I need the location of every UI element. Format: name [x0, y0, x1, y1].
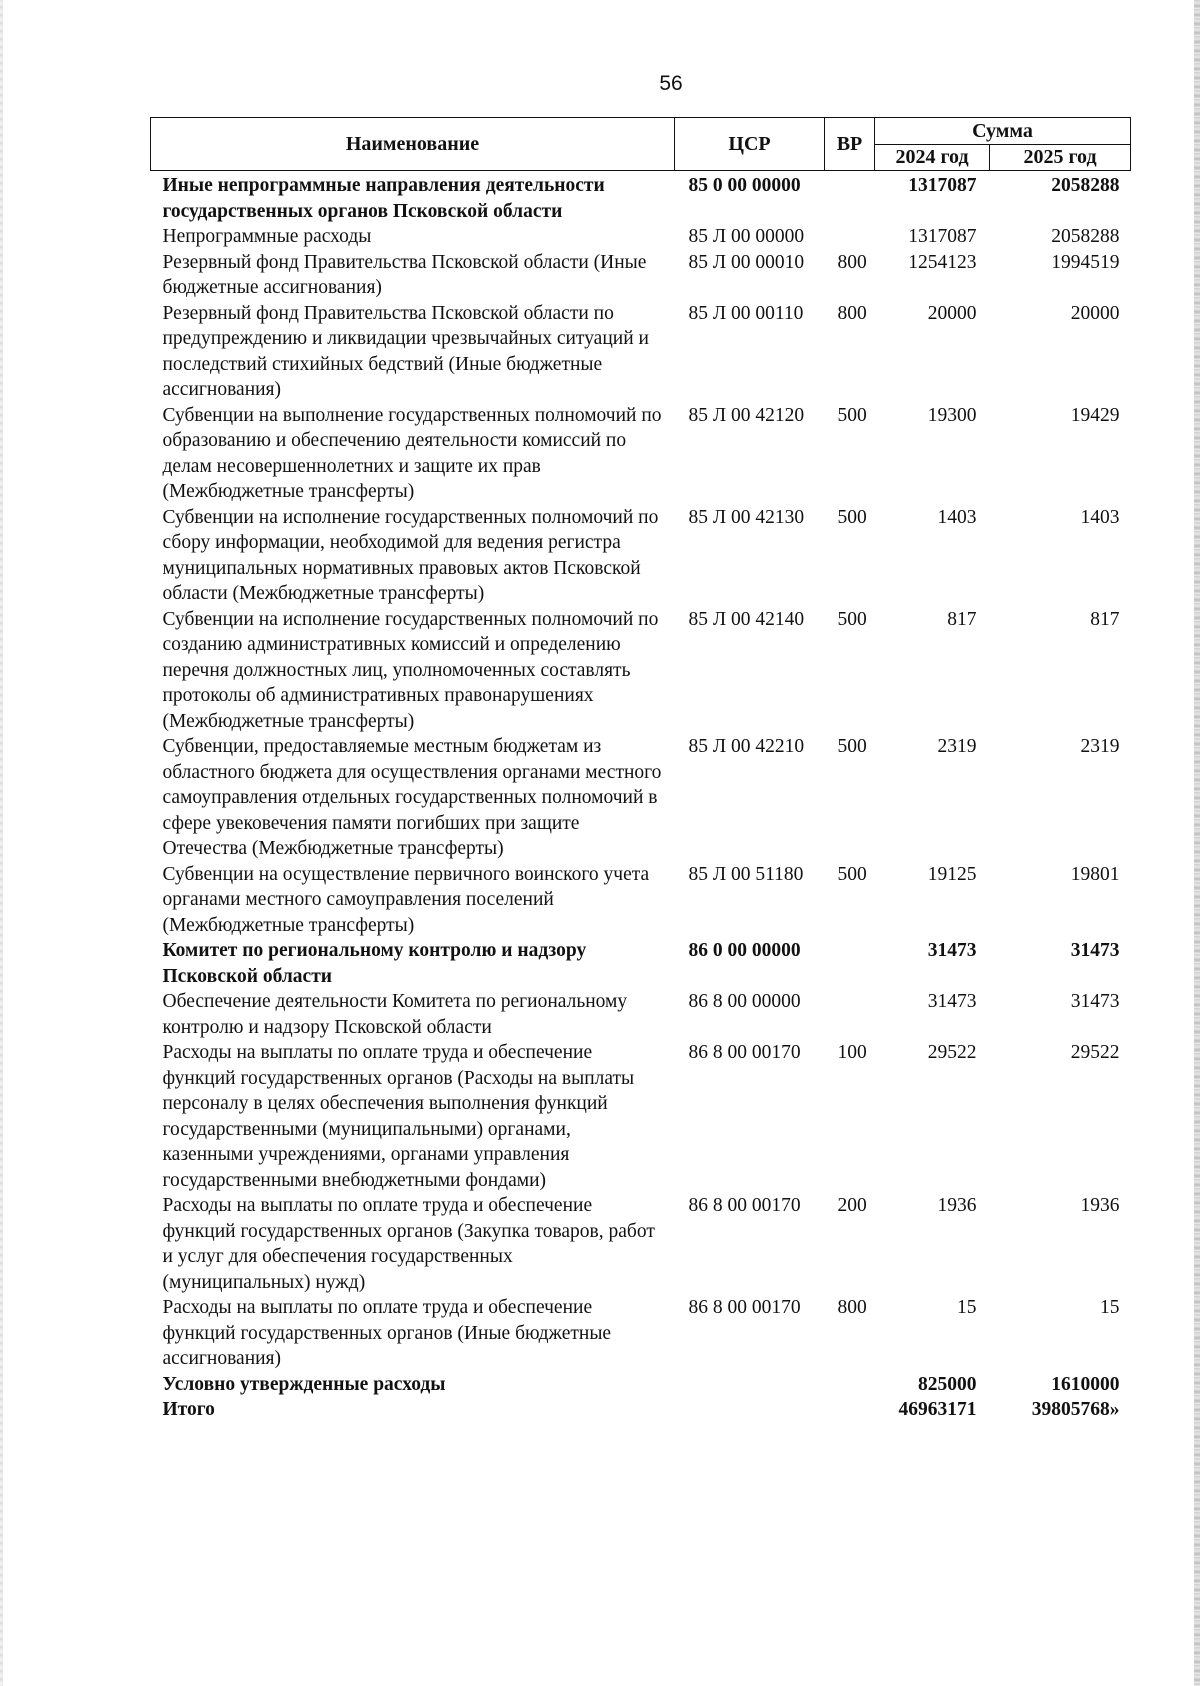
row-sum-2024: 31473	[927, 940, 977, 961]
table-row	[151, 1040, 1131, 1193]
table-row	[151, 403, 1131, 505]
row-sum-2025: 31473	[1070, 991, 1120, 1012]
row-csr: 86 8 00 00170	[688, 1297, 801, 1318]
row-csr: 85 0 00 00000	[688, 175, 801, 196]
table-row	[151, 938, 1131, 989]
row-name: Непрограммные расходы	[162, 226, 372, 247]
row-csr: 86 8 00 00000	[688, 991, 801, 1012]
row-sum-2025: 1403	[1080, 506, 1120, 528]
row-name: Субвенции на выполнение государственных полномочий по образованию и обеспечению деятельности комиссий по делам несовершеннолетних и защите их прав (Межбюджетные трансферты)	[162, 404, 662, 502]
table-body	[151, 171, 1131, 1423]
row-name: Условно утвержденные расходы	[162, 1373, 446, 1395]
row-sum-2024: 825000	[918, 1373, 977, 1395]
row-sum-2025: 817	[1090, 608, 1120, 630]
table-row	[151, 1372, 1131, 1398]
row-vr: 800	[837, 251, 867, 273]
row-sum-2025: 1994519	[1051, 251, 1120, 273]
row-sum-2024: 1403	[937, 506, 977, 528]
row-vr	[825, 224, 875, 250]
row-sum-2025: 19429	[1070, 404, 1120, 426]
row-vr: 500	[837, 863, 867, 885]
header-year-2025: 2025 год	[990, 144, 1131, 171]
table-row	[151, 989, 1131, 1040]
row-sum-2024: 1254123	[908, 251, 977, 273]
row-vr: 500	[837, 608, 867, 630]
row-sum-2025: 2058288	[1051, 175, 1120, 196]
row-sum-2024: 15	[957, 1297, 977, 1318]
row-csr: 85 Л 00 42120	[688, 404, 805, 426]
row-name: Расходы на выплаты по оплате труда и обеспечение функций государственных органов (Иные бюджетные ассигнования)	[162, 1297, 612, 1369]
row-sum-2024: 1317087	[908, 175, 977, 196]
row-name: Резервный фонд Правительства Псковской области (Иные бюджетные ассигнования)	[162, 251, 647, 298]
row-vr	[825, 1372, 875, 1398]
table-row	[151, 301, 1131, 403]
row-name: Расходы на выплаты по оплате труда и обеспечение функций государственных органов (Расходы на выплаты персоналу в целях обеспечения выполнения функций государственными (муниципальными) органами, казенными учреждениями, органами управления государственными внебюджетными фондами)	[162, 1042, 635, 1191]
scan-edge-left	[0, 0, 3, 1686]
row-name: Субвенции, предоставляемые местным бюджетам из областного бюджета для осуществления органами местного самоуправления отдельных государственных полномочий в сфере увековечения памяти погибших при защите Отечества (Межбюджетные трансферты)	[162, 736, 662, 859]
row-sum-2025: 1610000	[1051, 1373, 1120, 1395]
row-sum-2024: 1317087	[908, 226, 977, 247]
table-header	[151, 118, 1131, 171]
header-vr: ВР	[825, 118, 875, 171]
row-csr: 85 Л 00 00010	[688, 251, 805, 273]
row-name: Резервный фонд Правительства Псковской области по предупреждению и ликвидации чрезвычайных ситуаций и последствий стихийных бедствий (Иные бюджетные ассигнования)	[162, 302, 649, 400]
row-csr: 86 8 00 00170	[688, 1042, 801, 1063]
row-vr	[825, 1397, 875, 1423]
row-csr: 85 Л 00 42210	[688, 736, 805, 757]
header-name: Наименование	[151, 118, 675, 171]
table-row	[151, 171, 1131, 225]
row-sum-2024: 817	[947, 608, 977, 630]
row-name: Субвенции на исполнение государственных полномочий по созданию административных комиссий и определению перечня должностных лиц, уполномоченных составлять протоколы об административных правонарушениях (Межбюджетные трансферты)	[162, 608, 659, 732]
row-vr	[825, 989, 875, 1040]
row-vr: 800	[837, 302, 867, 324]
table-row	[151, 1295, 1131, 1372]
table-row	[151, 250, 1131, 301]
row-csr: 85 Л 00 42140	[688, 608, 805, 630]
row-csr: 85 Л 00 51180	[688, 863, 804, 885]
row-name: Субвенции на осуществление первичного воинского учета органами местного самоуправления поселений (Межбюджетные трансферты)	[162, 863, 650, 936]
table-row	[151, 862, 1131, 939]
row-vr	[825, 171, 875, 225]
row-csr: 86 8 00 00170	[688, 1195, 801, 1216]
scan-edge-right	[1194, 0, 1200, 1686]
table-row	[151, 1193, 1131, 1295]
budget-table	[150, 117, 1131, 1423]
row-name: Иные непрограммные направления деятельности государственных органов Псковской области	[162, 175, 605, 222]
row-csr: 86 0 00 00000	[688, 940, 801, 961]
row-sum-2024: 46963171	[898, 1399, 977, 1420]
row-vr: 200	[837, 1195, 867, 1216]
row-sum-2024: 20000	[927, 302, 977, 324]
row-vr: 100	[837, 1042, 867, 1063]
table-row	[151, 505, 1131, 607]
table-row	[151, 1397, 1131, 1423]
row-sum-2025: 19801	[1070, 863, 1120, 885]
row-sum-2025: 31473	[1070, 940, 1120, 961]
row-vr: 500	[837, 404, 867, 426]
row-csr: 85 Л 00 00000	[688, 226, 805, 247]
row-sum-2024: 31473	[927, 991, 977, 1012]
row-sum-2024: 29522	[927, 1042, 977, 1063]
row-sum-2025: 2058288	[1051, 226, 1120, 247]
row-vr	[825, 938, 875, 989]
header-sum: Сумма	[875, 118, 1131, 145]
row-vr: 500	[837, 736, 867, 757]
row-csr: 85 Л 00 42130	[688, 506, 805, 528]
row-csr: 85 Л 00 00110	[688, 302, 804, 324]
header-csr: ЦСР	[675, 118, 825, 171]
row-sum-2025: 39805768»	[1031, 1399, 1120, 1420]
row-name: Расходы на выплаты по оплате труда и обеспечение функций государственных органов (Закупка товаров, работ и услуг для обеспечения государственных (муниципальных) нужд)	[162, 1195, 655, 1293]
row-csr	[675, 1397, 825, 1423]
table-row	[151, 607, 1131, 735]
row-sum-2024: 19300	[927, 404, 977, 426]
table-row	[151, 734, 1131, 862]
row-sum-2025: 2319	[1080, 736, 1120, 757]
row-sum-2025: 29522	[1070, 1042, 1120, 1063]
row-name: Итого	[162, 1399, 215, 1420]
page-number: 56	[659, 72, 683, 95]
row-sum-2024: 19125	[927, 863, 977, 885]
row-name: Субвенции на исполнение государственных полномочий по сбору информации, необходимой для ведения регистра муниципальных нормативных правовых актов Псковской области (Межбюджетные трансферты)	[162, 506, 659, 604]
row-sum-2024: 1936	[937, 1195, 977, 1216]
row-sum-2025: 20000	[1070, 302, 1120, 324]
table-row	[151, 224, 1131, 250]
header-year-2024: 2024 год	[875, 144, 990, 171]
row-vr: 500	[837, 506, 867, 528]
row-sum-2024: 2319	[937, 736, 977, 757]
row-sum-2025: 1936	[1080, 1195, 1120, 1216]
row-name: Обеспечение деятельности Комитета по региональному контролю и надзору Псковской области	[162, 991, 628, 1038]
row-name: Комитет по региональному контролю и надзору Псковской области	[162, 940, 587, 987]
row-csr	[675, 1372, 825, 1398]
row-vr: 800	[837, 1297, 867, 1318]
row-sum-2025: 15	[1100, 1297, 1120, 1318]
